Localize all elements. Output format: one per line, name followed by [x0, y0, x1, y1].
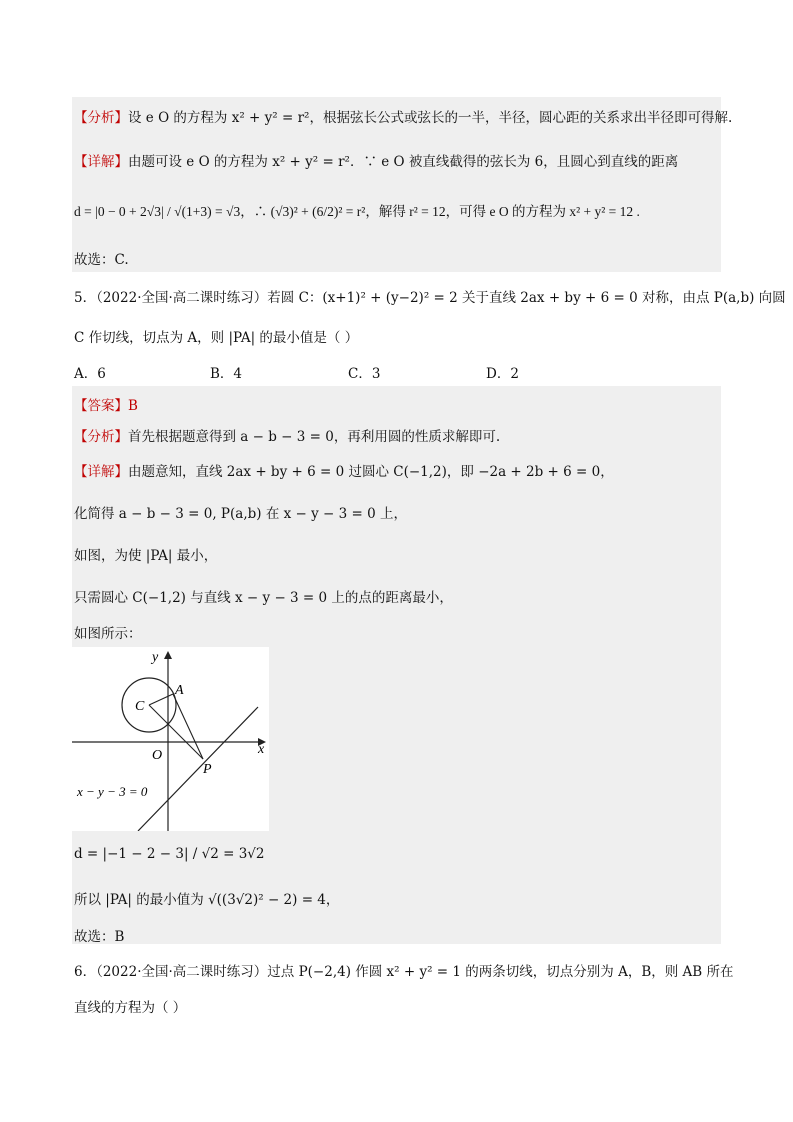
q5-analysis — [74, 425, 500, 445]
q6-stem-line2: 直线的方程为（ ） — [74, 1000, 187, 1016]
q4-choice: 故选：C. — [74, 252, 129, 268]
q5-stem-line1: 5．（2022·全国·高二课时练习）若圆 C：(x+1)² + (y−2)² = 2 关于直线 2ax + by + 6 = 0 对称，由点 P(a,b) 向圆 — [74, 290, 786, 306]
q5-option-d: D．2 — [486, 366, 519, 382]
detail-tag: 【详解】 — [74, 154, 128, 170]
q5-answer — [74, 394, 138, 414]
analysis-tag: 【分析】 — [74, 429, 128, 445]
segment-ap — [173, 694, 203, 759]
q5-detail-line1 — [74, 460, 614, 480]
x-axis-label: x — [258, 742, 265, 757]
analysis-tag: 【分析】 — [74, 110, 128, 126]
analysis-text: 首先根据题意得到 a − b − 3 = 0，再利用圆的性质求解即可. — [128, 429, 501, 445]
q5-result: 所以 |PA| 的最小值为 √((3√2)² − 2) = 4， — [74, 892, 340, 908]
point-p-label: P — [203, 762, 212, 777]
q4-detail-line1 — [74, 150, 678, 170]
q5-option-b: B．4 — [210, 366, 243, 382]
y-axis-arrow — [164, 651, 172, 659]
geometry-figure — [72, 647, 269, 831]
origin-label: O — [152, 748, 163, 763]
q5-detail-line2: 化简得 a − b − 3 = 0, P(a,b) 在 x − y − 3 = 0 上， — [74, 506, 407, 522]
q5-stem-line2: C 作切线，切点为 A，则 |PA| 的最小值是（ ） — [74, 330, 359, 346]
q6-stem-line1: 6．（2022·全国·高二课时练习）过点 P(−2,4) 作圆 x² + y² = 1 的两条切线，切点分别为 A，B，则 AB 所在 — [74, 964, 734, 980]
answer-value: B — [128, 398, 138, 414]
q5-option-a: A．6 — [74, 366, 106, 382]
q5-distance: d = |−1 − 2 − 3| / √2 = 3√2 — [74, 846, 265, 862]
y-axis-label: y — [152, 650, 159, 665]
q4-analysis — [74, 106, 732, 126]
detail-tag: 【详解】 — [74, 464, 128, 480]
center-label: C — [135, 699, 145, 714]
q5-detail-line5: 如图所示： — [74, 626, 142, 642]
q5-choice: 故选：B — [74, 929, 125, 945]
point-a-label: A — [175, 683, 184, 698]
detail-text: 由题意知，直线 2ax + by + 6 = 0 过圆心 C(−1,2)，即 −2a + 2b + 6 = 0， — [128, 464, 614, 480]
answer-tag: 【答案】 — [74, 398, 128, 414]
q5-detail-line3: 如图，为使 |PA| 最小， — [74, 548, 218, 564]
q5-figure — [72, 647, 269, 831]
q5-detail-line4: 只需圆心 C(−1,2) 与直线 x − y − 3 = 0 上的点的距离最小， — [74, 590, 453, 606]
detail-text: 由题可设 e O 的方程为 x² + y² = r²．∵ e O 被直线截得的弦长为 6，且圆心到直线的距离 — [128, 154, 679, 170]
segment-ca — [149, 694, 173, 705]
q4-detail-line2: d = |0 − 0 + 2√3| / √(1+3) = √3，∴ (√3)² + (6/2)² = r²，解得 r² = 12，可得 e O 的方程为 x² + y² = 12 . — [74, 204, 640, 219]
q5-option-c: C．3 — [348, 366, 381, 382]
line-equation-label: x − y − 3 = 0 — [77, 784, 148, 799]
analysis-text: 设 e O 的方程为 x² + y² = r²，根据弦长公式或弦长的一半，半径，圆心距的关系求出半径即可得解. — [128, 110, 733, 126]
line-l — [138, 707, 258, 831]
